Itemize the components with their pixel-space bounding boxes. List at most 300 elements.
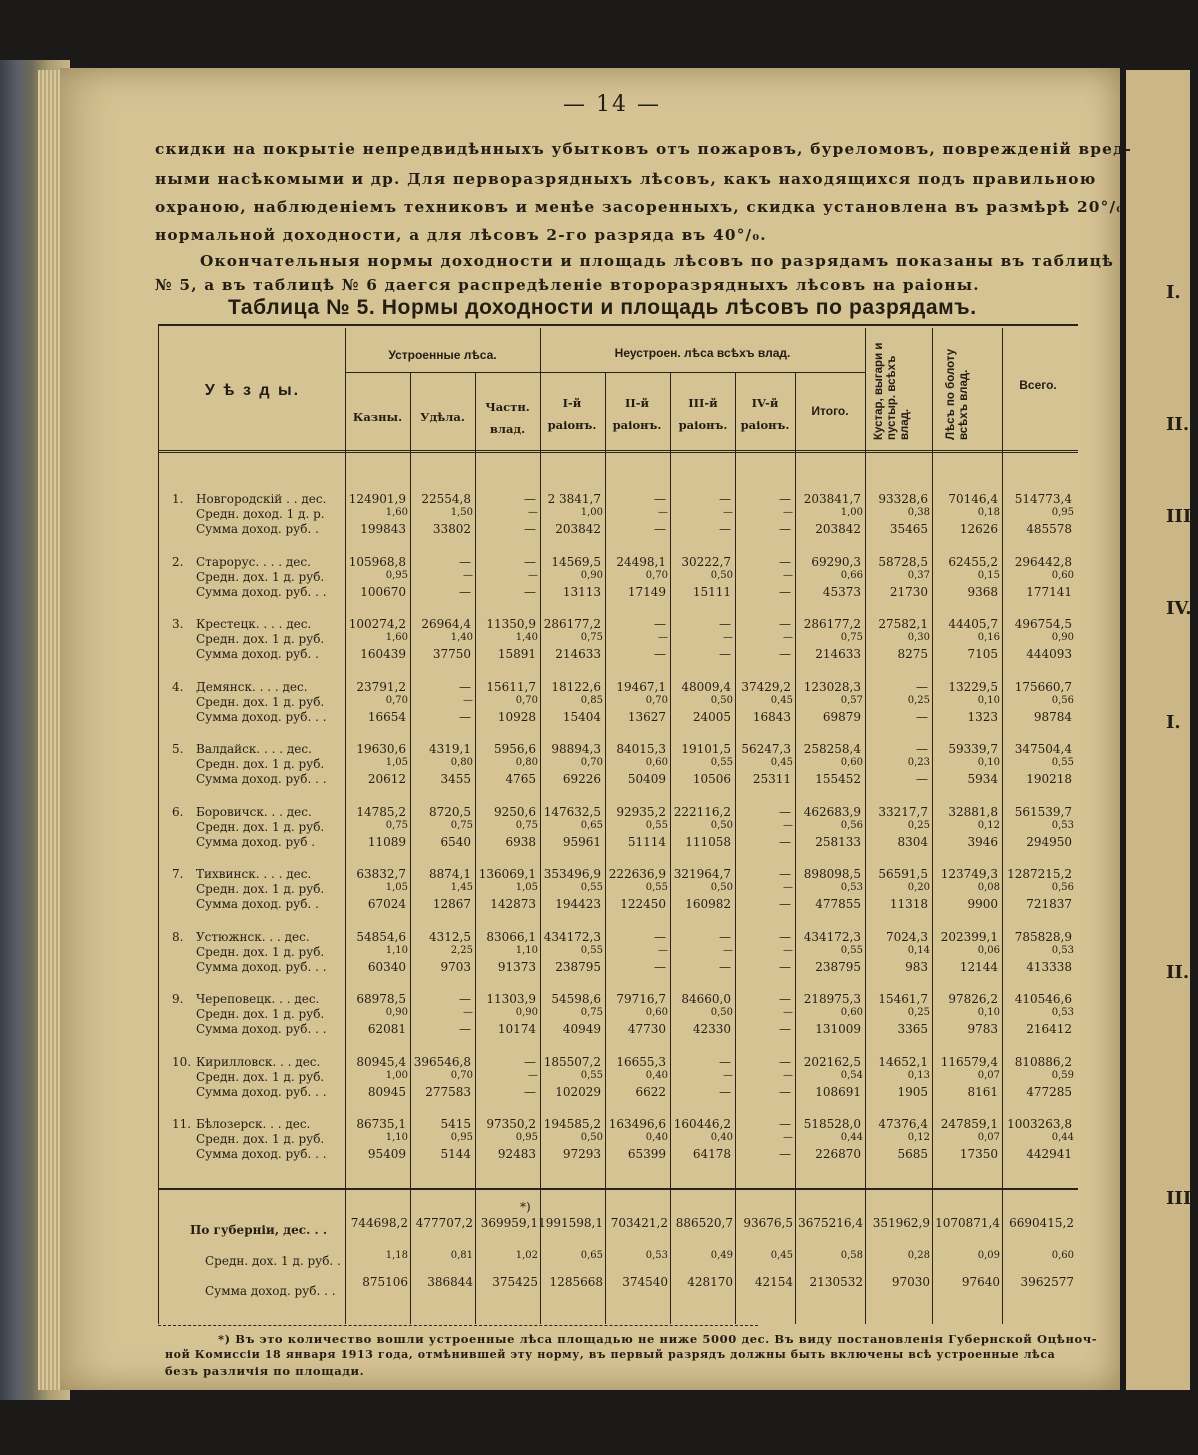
avg-income-value: 0,90 bbox=[385, 1007, 408, 1018]
area-value: 185507,2 bbox=[543, 1055, 601, 1069]
sum-income-value: 199843 bbox=[360, 522, 406, 536]
sum-income-value: 20612 bbox=[367, 772, 406, 786]
area-value: 810886,2 bbox=[1014, 1055, 1072, 1069]
area-value: — bbox=[779, 492, 791, 506]
avg-income-value: 0,50 bbox=[580, 1132, 603, 1143]
margin-mark: II. bbox=[1166, 962, 1190, 983]
sum-income-value: 11089 bbox=[367, 835, 406, 849]
header-uezdy: У ѣ з д ы. bbox=[204, 382, 301, 399]
area-value: 496754,5 bbox=[1014, 617, 1072, 631]
area-value: 163496,6 bbox=[608, 1117, 666, 1131]
total-area: 351962,9 bbox=[872, 1216, 930, 1230]
header-region-1: I-й раіонъ. bbox=[547, 396, 597, 432]
avg-income-value: 2,25 bbox=[450, 945, 473, 956]
row-number: 7. bbox=[172, 867, 184, 881]
avg-income-value: 0,95 bbox=[515, 1132, 538, 1143]
col-sep bbox=[605, 372, 606, 1324]
avg-income-value: 0,55 bbox=[645, 820, 668, 831]
total-avg-income: 0,28 bbox=[907, 1250, 930, 1261]
total-area: 93676,5 bbox=[743, 1216, 793, 1230]
area-value: 518528,0 bbox=[803, 1117, 861, 1131]
area-value: 19101,5 bbox=[681, 742, 731, 756]
row-number: 2. bbox=[172, 555, 184, 569]
area-value: — bbox=[779, 992, 791, 1006]
area-value: 222116,2 bbox=[673, 805, 731, 819]
header-subrule bbox=[540, 372, 865, 373]
avg-income-value: 0,15 bbox=[977, 570, 1000, 581]
area-value: 92935,2 bbox=[616, 805, 666, 819]
total-avg-income: 0,49 bbox=[710, 1250, 733, 1261]
uezd-name: Демянск. . . . дес. bbox=[196, 680, 308, 694]
sum-income-value: 16843 bbox=[752, 710, 791, 724]
area-value: — bbox=[524, 492, 536, 506]
avg-income-value: — bbox=[463, 570, 473, 581]
sum-income-value: 16654 bbox=[367, 710, 406, 724]
sum-income-value: 98784 bbox=[1033, 710, 1072, 724]
area-value: 7024,3 bbox=[886, 930, 928, 944]
sum-income-value: 485578 bbox=[1026, 522, 1072, 536]
sum-income-value: 15111 bbox=[692, 585, 731, 599]
sum-income-value: 6938 bbox=[505, 835, 536, 849]
row-number: 11. bbox=[172, 1117, 192, 1131]
area-value: 80945,4 bbox=[356, 1055, 406, 1069]
avg-income-value: — bbox=[723, 507, 733, 518]
header-subrule bbox=[345, 372, 540, 373]
avg-income-value: 0,45 bbox=[770, 757, 793, 768]
sum-income-value: — bbox=[459, 585, 471, 599]
area-value: — bbox=[459, 555, 471, 569]
avg-income-label: Средн. доход. 1 д. р. bbox=[196, 507, 325, 521]
avg-income-value: 1,05 bbox=[385, 757, 408, 768]
total-area: 744698,2 bbox=[350, 1216, 408, 1230]
row-number: 8. bbox=[172, 930, 184, 944]
area-value: 434172,3 bbox=[543, 930, 601, 944]
area-value: — bbox=[524, 1055, 536, 1069]
area-value: 11350,9 bbox=[486, 617, 536, 631]
avg-income-value: 0,40 bbox=[645, 1132, 668, 1143]
avg-income-label: Средн. дох. 1 д. руб. bbox=[196, 1070, 325, 1084]
avg-income-value: 0,50 bbox=[710, 695, 733, 706]
avg-income-value: 0,95 bbox=[385, 570, 408, 581]
total-avg-income: 1,18 bbox=[385, 1250, 408, 1261]
total-avg-income: 0,09 bbox=[977, 1250, 1000, 1261]
avg-income-value: 0,56 bbox=[1051, 882, 1074, 893]
uezd-name: Крестецк. . . . дес. bbox=[196, 617, 312, 631]
avg-income-value: 0,55 bbox=[645, 882, 668, 893]
area-value: 63832,7 bbox=[356, 867, 406, 881]
sum-income-value: — bbox=[779, 585, 791, 599]
total-sum-income: 386844 bbox=[427, 1275, 473, 1289]
sum-income-value: 47730 bbox=[627, 1022, 666, 1036]
paragraph-line: Окончательныя нормы доходности и площадь лѣсовъ по разрядамъ показаны въ таблицѣ bbox=[200, 252, 1115, 270]
total-area: 369959,1 bbox=[480, 1216, 538, 1230]
area-value: 203841,7 bbox=[803, 492, 861, 506]
area-value: 202399,1 bbox=[940, 930, 998, 944]
sum-income-value: 216412 bbox=[1026, 1022, 1072, 1036]
row-number: 5. bbox=[172, 742, 184, 756]
avg-income-value: 0,50 bbox=[710, 1007, 733, 1018]
page-number: — 14 — bbox=[563, 92, 661, 117]
total-sum-income: 875106 bbox=[362, 1275, 408, 1289]
total-avg-income: 0,60 bbox=[1051, 1250, 1074, 1261]
area-value: 347504,4 bbox=[1014, 742, 1072, 756]
sum-income-value: 13113 bbox=[562, 585, 601, 599]
sum-income-label: Сумма доход. руб. . . bbox=[196, 710, 327, 724]
avg-income-value: 0,75 bbox=[450, 820, 473, 831]
avg-income-value: 0,10 bbox=[977, 757, 1000, 768]
avg-income-value: 0,40 bbox=[645, 1070, 668, 1081]
header-rule bbox=[158, 450, 1078, 453]
sum-income-value: 17149 bbox=[627, 585, 666, 599]
avg-income-label: Средн. дох. 1 д. руб. bbox=[196, 945, 325, 959]
sum-income-value: 25311 bbox=[752, 772, 791, 786]
area-value: 123028,3 bbox=[803, 680, 861, 694]
sum-income-value: 477285 bbox=[1026, 1085, 1072, 1099]
sum-income-label: Сумма доход. руб. . bbox=[196, 647, 319, 661]
area-value: 785828,9 bbox=[1014, 930, 1072, 944]
avg-income-value: 0,90 bbox=[580, 570, 603, 581]
avg-income-value: 0,90 bbox=[1051, 632, 1074, 643]
avg-income-value: 0,95 bbox=[1051, 507, 1074, 518]
sum-income-value: 12867 bbox=[432, 897, 471, 911]
header-chastn: Частн. влад. bbox=[485, 400, 530, 436]
area-value: 93328,6 bbox=[878, 492, 928, 506]
avg-income-value: — bbox=[783, 632, 793, 643]
avg-income-value: 0,66 bbox=[840, 570, 863, 581]
sum-income-value: 3946 bbox=[967, 835, 998, 849]
totals-sum-label: Сумма доход. руб. . . bbox=[205, 1284, 336, 1298]
total-area: 477707,2 bbox=[415, 1216, 473, 1230]
avg-income-label: Средн. дох. 1 д. руб. bbox=[196, 1132, 325, 1146]
area-value: 2 3841,7 bbox=[547, 492, 601, 506]
avg-income-value: 1,00 bbox=[385, 1070, 408, 1081]
area-value: 14785,2 bbox=[356, 805, 406, 819]
sum-income-value: 102029 bbox=[555, 1085, 601, 1099]
area-value: 898098,5 bbox=[803, 867, 861, 881]
sum-income-value: 35465 bbox=[889, 522, 928, 536]
sum-income-value: 97293 bbox=[562, 1147, 601, 1161]
row-number: 6. bbox=[172, 805, 184, 819]
area-value: 1003263,8 bbox=[1007, 1117, 1072, 1131]
margin-mark: II. bbox=[1166, 414, 1190, 435]
sum-income-value: 177141 bbox=[1026, 585, 1072, 599]
area-value: 175660,7 bbox=[1014, 680, 1072, 694]
total-area: 886520,7 bbox=[675, 1216, 733, 1230]
area-value: 23791,2 bbox=[356, 680, 406, 694]
avg-income-value: 0,75 bbox=[580, 632, 603, 643]
area-value: 15461,7 bbox=[878, 992, 928, 1006]
avg-income-value: 0,55 bbox=[580, 1070, 603, 1081]
sum-income-value: 1905 bbox=[897, 1085, 928, 1099]
avg-income-value: 1,00 bbox=[840, 507, 863, 518]
sum-income-value: 131009 bbox=[815, 1022, 861, 1036]
area-value: 62455,2 bbox=[948, 555, 998, 569]
avg-income-value: 0,12 bbox=[907, 1132, 930, 1143]
area-value: 30222,7 bbox=[681, 555, 731, 569]
row-number: 4. bbox=[172, 680, 184, 694]
avg-income-value: — bbox=[783, 1007, 793, 1018]
col-sep bbox=[932, 328, 933, 1324]
sum-income-value: 155452 bbox=[815, 772, 861, 786]
area-value: 14652,1 bbox=[878, 1055, 928, 1069]
total-avg-income: 0,58 bbox=[840, 1250, 863, 1261]
total-sum-income: 374540 bbox=[622, 1275, 668, 1289]
area-value: 97350,2 bbox=[486, 1117, 536, 1131]
area-value: 462683,9 bbox=[803, 805, 861, 819]
sum-income-value: — bbox=[524, 522, 536, 536]
area-value: 16655,3 bbox=[616, 1055, 666, 1069]
area-value: 83066,1 bbox=[486, 930, 536, 944]
avg-income-value: 0,55 bbox=[580, 945, 603, 956]
sum-income-value: 80945 bbox=[367, 1085, 406, 1099]
area-value: 100274,2 bbox=[348, 617, 406, 631]
sum-income-value: 8304 bbox=[897, 835, 928, 849]
uezd-name: Валдайск. . . . дес. bbox=[196, 742, 312, 756]
sum-income-value: 5685 bbox=[897, 1147, 928, 1161]
sum-income-value: 444093 bbox=[1026, 647, 1072, 661]
avg-income-value: 0,44 bbox=[1051, 1132, 1074, 1143]
area-value: 222636,9 bbox=[608, 867, 666, 881]
avg-income-value: 1,10 bbox=[385, 1132, 408, 1143]
sum-income-value: 108691 bbox=[815, 1085, 861, 1099]
area-value: 514773,4 bbox=[1014, 492, 1072, 506]
totals-label: По губерніи, дес. . . bbox=[190, 1223, 328, 1237]
avg-income-value: 0,53 bbox=[1051, 1007, 1074, 1018]
area-value: 11303,9 bbox=[486, 992, 536, 1006]
avg-income-value: 0,08 bbox=[977, 882, 1000, 893]
avg-income-value: — bbox=[528, 507, 538, 518]
sum-income-value: 9703 bbox=[440, 960, 471, 974]
uezd-name: Новгородскій . . дес. bbox=[196, 492, 327, 506]
avg-income-value: — bbox=[783, 945, 793, 956]
area-value: 37429,2 bbox=[741, 680, 791, 694]
avg-income-label: Средн. дох. 1 д. руб. bbox=[196, 882, 325, 896]
sum-income-label: Сумма доход. руб. . . bbox=[196, 960, 327, 974]
area-value: — bbox=[779, 805, 791, 819]
sum-income-label: Сумма доход. руб . bbox=[196, 835, 316, 849]
area-value: 58728,5 bbox=[878, 555, 928, 569]
sum-income-value: 203842 bbox=[815, 522, 861, 536]
avg-income-value: — bbox=[658, 632, 668, 643]
col-sep bbox=[735, 372, 736, 1324]
sum-income-label: Сумма доход. руб. . . bbox=[196, 585, 327, 599]
area-value: 561539,7 bbox=[1014, 805, 1072, 819]
avg-income-value: — bbox=[783, 882, 793, 893]
avg-income-value: 0,10 bbox=[977, 1007, 1000, 1018]
area-value: 69290,3 bbox=[811, 555, 861, 569]
sum-income-value: 5934 bbox=[967, 772, 998, 786]
sum-income-value: — bbox=[779, 897, 791, 911]
avg-income-value: 0,75 bbox=[385, 820, 408, 831]
sum-income-value: — bbox=[524, 1085, 536, 1099]
sum-income-value: 277583 bbox=[425, 1085, 471, 1099]
col-sep bbox=[1002, 328, 1003, 1324]
table-left-border bbox=[158, 324, 159, 1324]
area-value: — bbox=[719, 617, 731, 631]
avg-income-value: 0,25 bbox=[907, 1007, 930, 1018]
avg-income-value: 0,14 bbox=[907, 945, 930, 956]
area-value: — bbox=[654, 930, 666, 944]
avg-income-value: 0,55 bbox=[580, 882, 603, 893]
area-value: 27582,1 bbox=[878, 617, 928, 631]
area-value: 56591,5 bbox=[878, 867, 928, 881]
avg-income-value: 0,95 bbox=[450, 1132, 473, 1143]
sum-income-value: 9368 bbox=[967, 585, 998, 599]
sum-income-value: 62081 bbox=[367, 1022, 406, 1036]
sum-income-value: 721837 bbox=[1026, 897, 1072, 911]
sum-income-value: — bbox=[719, 960, 731, 974]
total-sum-income: 428170 bbox=[687, 1275, 733, 1289]
total-area: 1070871,4 bbox=[935, 1216, 1000, 1230]
area-value: 18122,6 bbox=[551, 680, 601, 694]
header-les-boloto: Лѣсъ по болоту всѣхъ влад. bbox=[945, 348, 970, 440]
sum-income-value: — bbox=[779, 522, 791, 536]
avg-income-label: Средн. дох. 1 д. руб. bbox=[196, 1007, 325, 1021]
avg-income-value: 0,10 bbox=[977, 695, 1000, 706]
avg-income-value: 1,40 bbox=[450, 632, 473, 643]
area-value: 14569,5 bbox=[551, 555, 601, 569]
area-value: 32881,8 bbox=[948, 805, 998, 819]
avg-income-value: 0,53 bbox=[1051, 945, 1074, 956]
avg-income-value: — bbox=[463, 695, 473, 706]
sum-income-label: Сумма доход. руб. . . bbox=[196, 1022, 327, 1036]
col-sep bbox=[865, 328, 866, 1324]
sum-income-value: 9783 bbox=[967, 1022, 998, 1036]
avg-income-value: 1,50 bbox=[450, 507, 473, 518]
avg-income-value: 0,80 bbox=[450, 757, 473, 768]
avg-income-value: 0,90 bbox=[515, 1007, 538, 1018]
row-number: 9. bbox=[172, 992, 184, 1006]
totals-rule bbox=[158, 1188, 1078, 1190]
avg-income-value: — bbox=[528, 1070, 538, 1081]
avg-income-value: 1,05 bbox=[515, 882, 538, 893]
sum-income-value: 7105 bbox=[967, 647, 998, 661]
sum-income-value: 4765 bbox=[505, 772, 536, 786]
area-value: 5956,6 bbox=[494, 742, 536, 756]
sum-income-value: 51114 bbox=[627, 835, 666, 849]
margin-mark: III. bbox=[1166, 506, 1198, 527]
avg-income-value: 1,60 bbox=[385, 507, 408, 518]
paragraph-line: нормальной доходности, а для лѣсовъ 2-го разряда въ 40°/₀. bbox=[155, 226, 767, 244]
sum-income-value: 214633 bbox=[555, 647, 601, 661]
avg-income-value: 0,07 bbox=[977, 1132, 1000, 1143]
paragraph-line: № 5, а въ таблицѣ № 6 даегся распредѣленіе второразрядныхъ лѣсовъ на раіоны. bbox=[155, 276, 980, 294]
sum-income-value: 238795 bbox=[555, 960, 601, 974]
avg-income-value: — bbox=[783, 570, 793, 581]
area-value: 47376,4 bbox=[878, 1117, 928, 1131]
area-value: 70146,4 bbox=[948, 492, 998, 506]
avg-income-label: Средн. дох. 1 д. руб. bbox=[196, 820, 325, 834]
area-value: — bbox=[524, 555, 536, 569]
area-value: 79716,7 bbox=[616, 992, 666, 1006]
col-sep bbox=[540, 328, 541, 1324]
area-value: — bbox=[459, 992, 471, 1006]
sum-income-value: — bbox=[654, 960, 666, 974]
total-area: 6690415,2 bbox=[1009, 1216, 1074, 1230]
avg-income-value: — bbox=[723, 945, 733, 956]
total-sum-income: 2130532 bbox=[809, 1275, 863, 1289]
sum-income-value: 8161 bbox=[967, 1085, 998, 1099]
avg-income-value: 1,05 bbox=[385, 882, 408, 893]
avg-income-value: 0,56 bbox=[840, 820, 863, 831]
avg-income-value: — bbox=[658, 507, 668, 518]
area-value: 353496,9 bbox=[543, 867, 601, 881]
sum-income-label: Сумма доход. руб. . . bbox=[196, 1147, 327, 1161]
sum-income-value: 24005 bbox=[692, 710, 731, 724]
area-value: 194585,2 bbox=[543, 1117, 601, 1131]
total-sum-income: 1285668 bbox=[549, 1275, 603, 1289]
avg-income-value: 0,44 bbox=[840, 1132, 863, 1143]
avg-income-value: 0,70 bbox=[580, 757, 603, 768]
avg-income-value: 0,56 bbox=[1051, 695, 1074, 706]
sum-income-value: 8275 bbox=[897, 647, 928, 661]
area-value: 33217,7 bbox=[878, 805, 928, 819]
uezd-name: Тихвинск. . . . дес. bbox=[196, 867, 312, 881]
sum-income-value: 15891 bbox=[497, 647, 536, 661]
margin-mark: IV. bbox=[1166, 598, 1192, 619]
area-value: 13229,5 bbox=[948, 680, 998, 694]
avg-income-value: 1,10 bbox=[515, 945, 538, 956]
area-value: 296442,8 bbox=[1014, 555, 1072, 569]
area-value: 44405,7 bbox=[948, 617, 998, 631]
sum-income-value: — bbox=[779, 1085, 791, 1099]
area-value: 124901,9 bbox=[348, 492, 406, 506]
avg-income-value: — bbox=[723, 632, 733, 643]
sum-income-value: 3365 bbox=[897, 1022, 928, 1036]
avg-income-value: 1,00 bbox=[580, 507, 603, 518]
area-value: 84660,0 bbox=[681, 992, 731, 1006]
sum-income-value: — bbox=[459, 1022, 471, 1036]
sum-income-value: 17350 bbox=[959, 1147, 998, 1161]
avg-income-value: 0,38 bbox=[907, 507, 930, 518]
area-value: 123749,3 bbox=[940, 867, 998, 881]
area-value: 68978,5 bbox=[356, 992, 406, 1006]
avg-income-value: 0,55 bbox=[840, 945, 863, 956]
avg-income-value: 0,57 bbox=[840, 695, 863, 706]
area-value: 147632,5 bbox=[543, 805, 601, 819]
sum-income-value: 160439 bbox=[360, 647, 406, 661]
area-value: 59339,7 bbox=[948, 742, 998, 756]
sum-income-value: 111058 bbox=[685, 835, 731, 849]
sum-income-value: 226870 bbox=[815, 1147, 861, 1161]
avg-income-value: 0,75 bbox=[580, 1007, 603, 1018]
area-value: 54598,6 bbox=[551, 992, 601, 1006]
sum-income-value: 6540 bbox=[440, 835, 471, 849]
area-value: 1287215,2 bbox=[1007, 867, 1072, 881]
sum-income-label: Сумма доход. руб. . bbox=[196, 522, 319, 536]
sum-income-value: 100670 bbox=[360, 585, 406, 599]
sum-income-value: 10928 bbox=[497, 710, 536, 724]
row-number: 10. bbox=[172, 1055, 192, 1069]
area-value: 84015,3 bbox=[616, 742, 666, 756]
sum-income-value: 12144 bbox=[959, 960, 998, 974]
avg-income-value: — bbox=[658, 945, 668, 956]
sum-income-value: 122450 bbox=[620, 897, 666, 911]
area-value: 321964,7 bbox=[673, 867, 731, 881]
area-value: 98894,3 bbox=[551, 742, 601, 756]
sum-income-value: — bbox=[719, 522, 731, 536]
header-kustar: Кустар, выгари и пустыр. всѣхъ влад. bbox=[873, 342, 911, 440]
margin-mark: I. bbox=[1166, 282, 1181, 303]
avg-income-value: 0,60 bbox=[840, 1007, 863, 1018]
sum-income-value: 413338 bbox=[1026, 960, 1072, 974]
area-value: 54854,6 bbox=[356, 930, 406, 944]
sum-income-value: — bbox=[524, 585, 536, 599]
area-value: 8874,1 bbox=[429, 867, 471, 881]
header-itogo: Итого. bbox=[811, 404, 849, 418]
sum-income-value: 5144 bbox=[440, 1147, 471, 1161]
area-value: 86735,1 bbox=[356, 1117, 406, 1131]
